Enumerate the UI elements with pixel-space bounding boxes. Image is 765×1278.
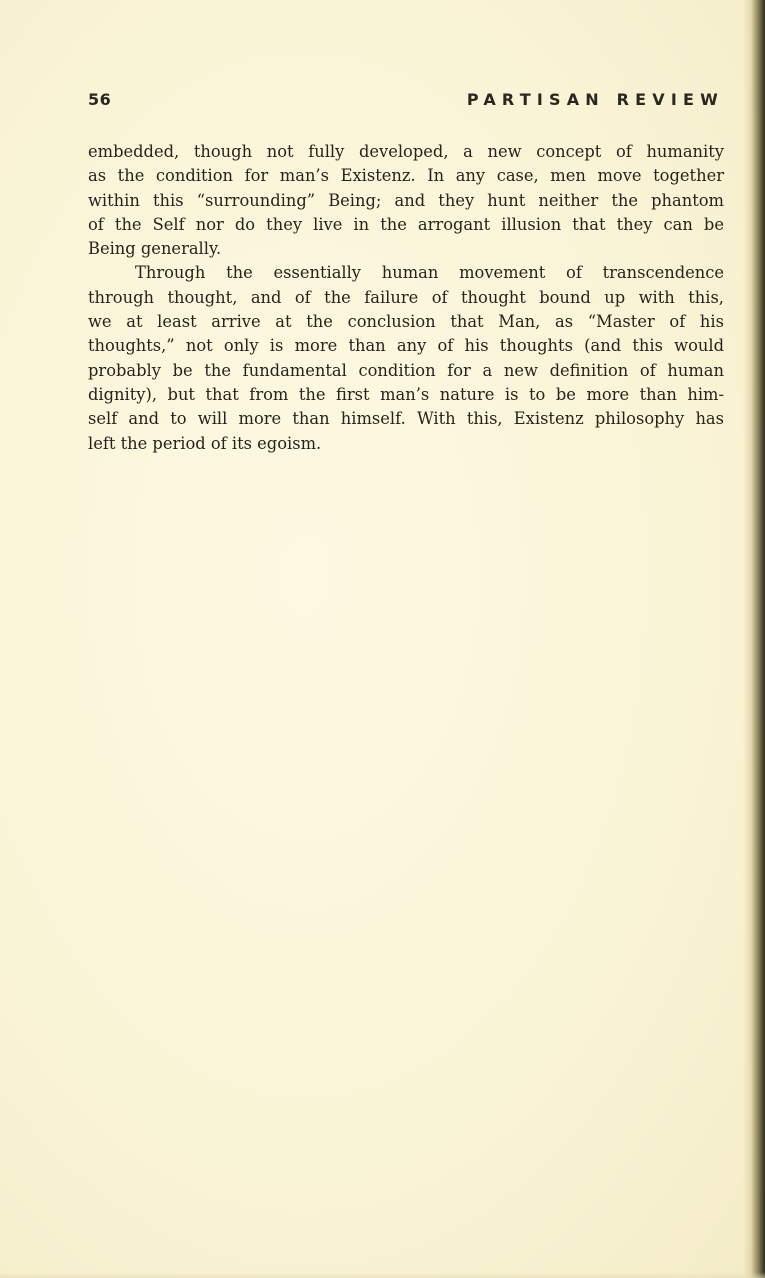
running-head: [88, 90, 724, 116]
text-line: thoughts,” not only is more than any of his thoughts (and this would: [88, 336, 724, 356]
text-line: self and to will more than himself. With this, Existenz philosophy has: [88, 409, 724, 429]
text-line: Through the essentially human movement of transcendence: [135, 263, 724, 283]
page-edge-shadow: [743, 0, 765, 1278]
text-line: of the Self nor do they live in the arrogant illusion that they can be: [88, 214, 724, 234]
text-line: within this “surrounding” Being; and they hunt neither the phantom: [88, 190, 724, 210]
journal-title: PARTISAN REVIEW: [466, 90, 724, 109]
text-line: through thought, and of the failure of thought bound up with this,: [88, 287, 724, 307]
text-line: embedded, though not fully developed, a new concept of humanity: [88, 142, 724, 161]
text-line: we at least arrive at the conclusion that Man, as “Master of his: [88, 312, 724, 332]
paragraph-1: [88, 140, 724, 261]
paragraph-2: [88, 261, 724, 455]
text-line: left the period of its egoism.: [88, 433, 322, 453]
body-text: [88, 140, 724, 456]
page-bottom-edge: [0, 1272, 765, 1278]
text-line: probably be the fundamental condition for a new definition of human: [88, 360, 724, 380]
page-number: 56: [88, 90, 112, 109]
text-line: as the condition for man’s Existenz. In any case, men move together: [88, 166, 724, 186]
text-line: Being generally.: [88, 239, 222, 259]
text-line: dignity), but that from the first man’s nature is to be more than him-: [88, 384, 724, 404]
